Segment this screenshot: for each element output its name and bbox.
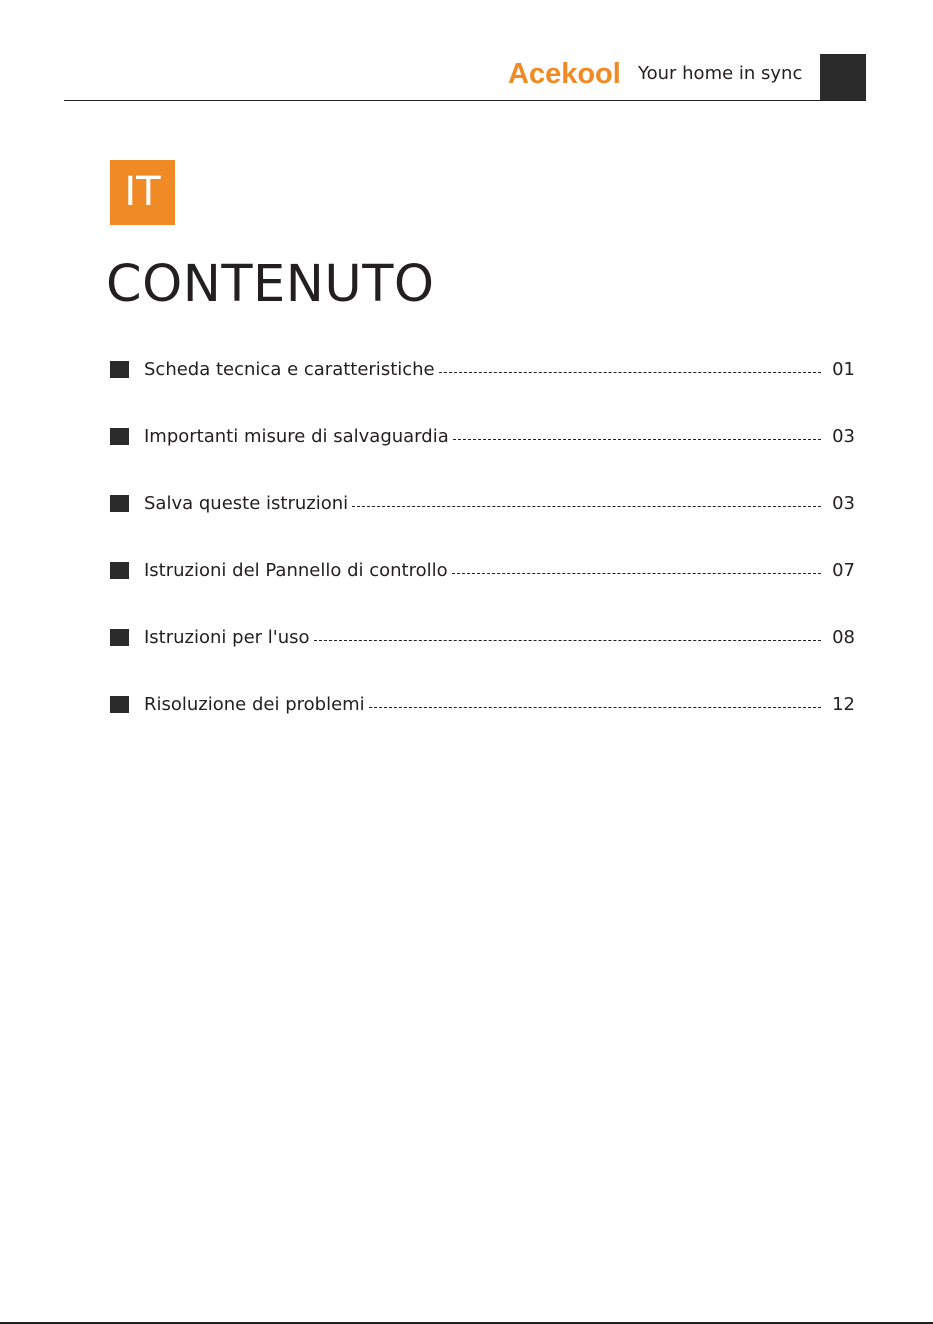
dotted-leader — [453, 439, 821, 440]
square-bullet-icon — [110, 696, 129, 713]
acekool-logo-mark — [508, 56, 628, 90]
dotted-leader — [369, 707, 821, 708]
toc-entry-label: Istruzioni per l'uso — [144, 627, 310, 648]
square-bullet-icon — [110, 361, 129, 378]
dotted-leader — [452, 573, 821, 574]
square-bullet-icon — [110, 562, 129, 579]
toc-entry[interactable] — [110, 490, 855, 557]
dotted-leader — [439, 372, 821, 373]
dotted-leader — [352, 506, 821, 507]
square-bullet-icon — [110, 629, 129, 646]
toc-entry-page: 03 — [832, 426, 855, 447]
toc-entry-label: Salva queste istruzioni — [144, 493, 349, 514]
toc-entry[interactable] — [110, 423, 855, 490]
toc-entry-label: Importanti misure di salvaguardia — [144, 426, 449, 447]
header-divider — [64, 100, 866, 101]
toc-entry[interactable] — [110, 624, 855, 691]
brand-logo — [508, 56, 628, 90]
toc-entry-page: 07 — [832, 560, 855, 581]
brand-wordmark: Acekool — [508, 58, 621, 90]
table-of-contents — [110, 356, 855, 758]
toc-entry[interactable] — [110, 557, 855, 624]
language-badge: IT — [110, 160, 175, 225]
toc-entry-page: 12 — [832, 694, 855, 715]
toc-entry-page: 03 — [832, 493, 855, 514]
toc-entry[interactable] — [110, 356, 855, 423]
toc-entry-label: Risoluzione dei problemi — [144, 694, 365, 715]
brand-tagline: Your home in sync — [638, 63, 803, 84]
corner-block — [820, 54, 866, 100]
square-bullet-icon — [110, 428, 129, 445]
page-title: CONTENUTO — [106, 255, 435, 314]
toc-entry-label: Istruzioni del Pannello di controllo — [144, 560, 448, 581]
square-bullet-icon — [110, 495, 129, 512]
toc-entry[interactable] — [110, 691, 855, 758]
toc-entry-label: Scheda tecnica e caratteristiche — [144, 359, 435, 380]
toc-entry-page: 01 — [832, 359, 855, 380]
dotted-leader — [314, 640, 821, 641]
toc-entry-page: 08 — [832, 627, 855, 648]
